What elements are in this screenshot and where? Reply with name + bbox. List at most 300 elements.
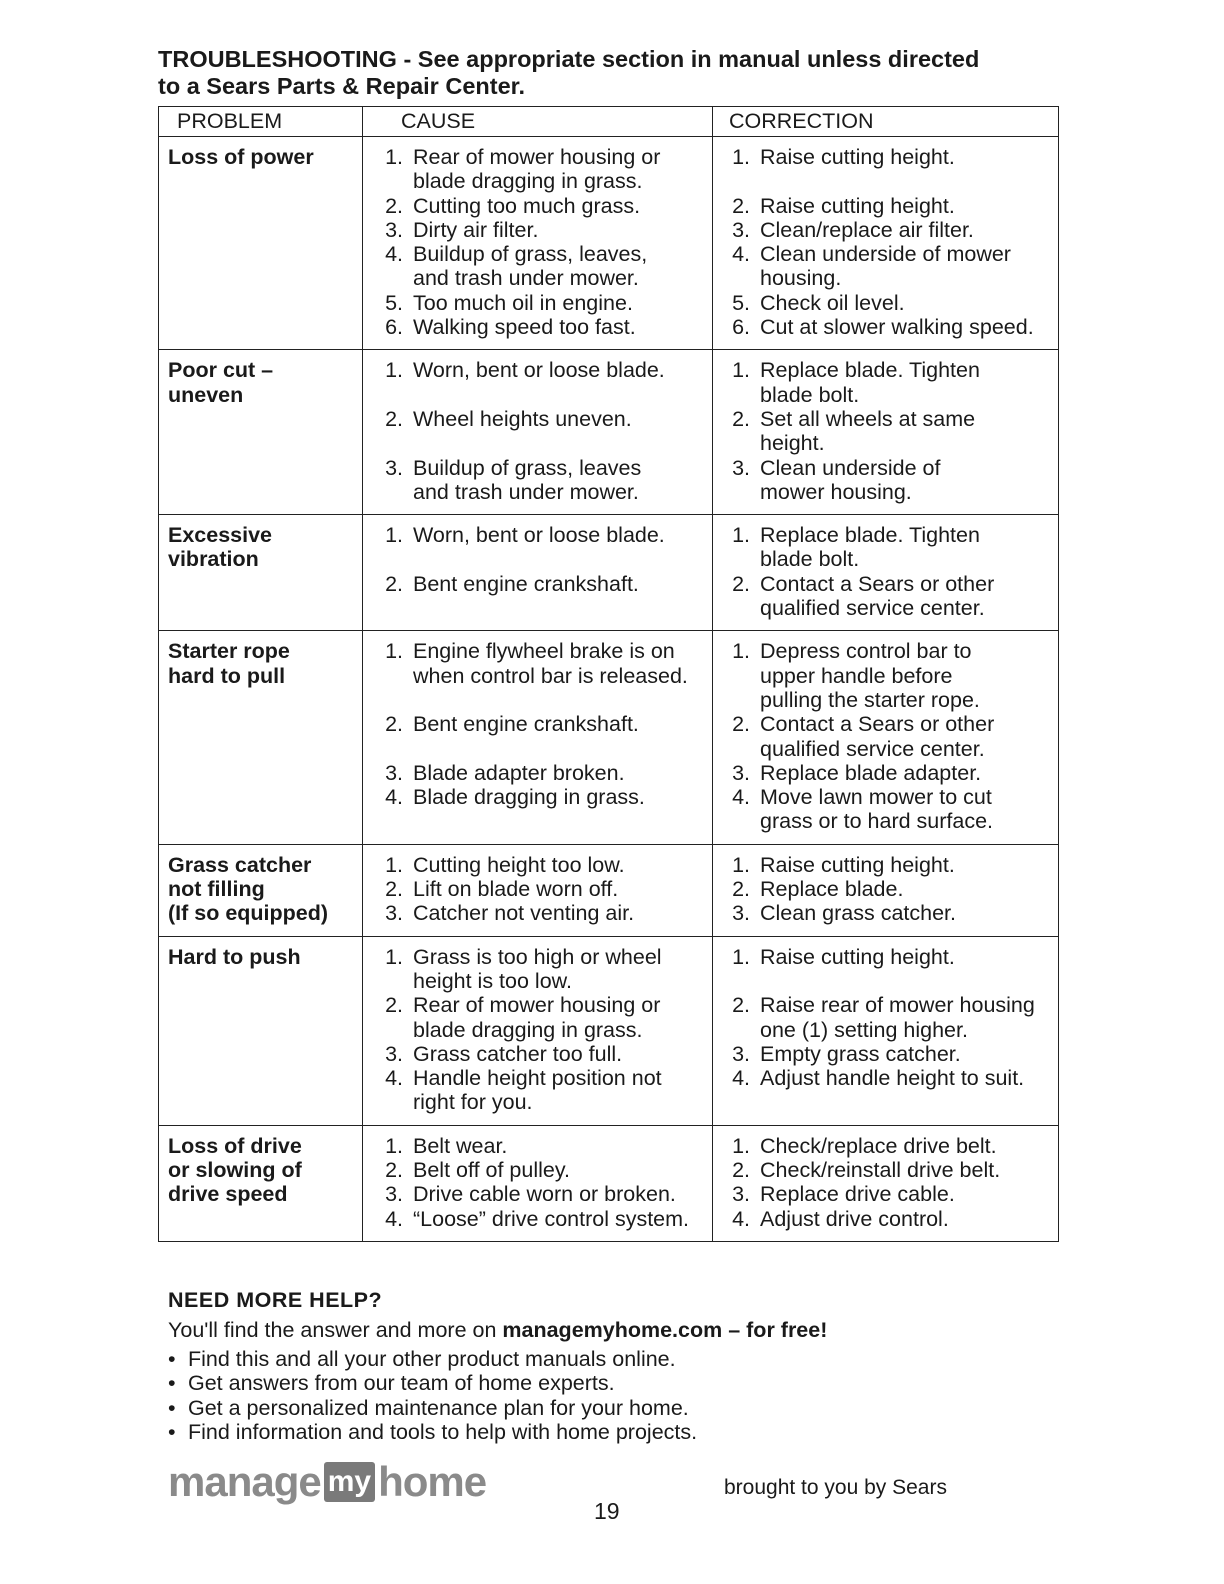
item-line: Walking speed too fast.: [413, 315, 636, 340]
correction-item: [713, 291, 1054, 315]
item-text: [413, 572, 708, 596]
item-number: 2.: [732, 712, 750, 737]
cause-item: [363, 1042, 708, 1066]
line-spacer: [413, 383, 708, 407]
correction-item: [713, 761, 1054, 785]
item-text: [760, 523, 1054, 572]
item-line: Replace blade.: [760, 877, 904, 902]
cause-item: [363, 1134, 708, 1158]
cause-cell: [363, 137, 713, 350]
header-cause: CAUSE: [363, 107, 713, 137]
correction-item: [713, 1207, 1054, 1231]
item-text: [760, 853, 1054, 877]
logo-my-badge: my: [324, 1462, 375, 1502]
problem-text: Loss of power: [168, 145, 314, 169]
help-bullet-text: Find information and tools to help with home projects.: [188, 1419, 698, 1444]
cause-cell: [363, 844, 713, 936]
bullet-icon: •: [168, 1371, 176, 1396]
item-line: Bent engine crankshaft.: [413, 571, 639, 596]
item-line: blade bolt.: [760, 382, 860, 407]
item-number: 4.: [732, 785, 750, 810]
cause-item: [363, 291, 708, 315]
line-spacer: [413, 547, 708, 571]
item-text: [413, 1042, 708, 1066]
line-spacer: [760, 169, 1054, 193]
item-line: Move lawn mower to cut: [760, 785, 992, 810]
item-number: 3.: [385, 760, 403, 785]
item-number: 3.: [732, 217, 750, 242]
cause-item: [363, 145, 708, 194]
item-number: 1.: [732, 639, 750, 664]
item-text: [760, 1207, 1054, 1231]
item-text: [760, 785, 1054, 834]
item-text: [413, 145, 708, 194]
item-line: Drive cable worn or broken.: [413, 1182, 676, 1207]
brought-by-text: brought to you by Sears: [724, 1476, 947, 1499]
correction-cell: [713, 631, 1059, 844]
table-row: [159, 844, 1059, 936]
cause-item: [363, 407, 708, 456]
item-text: [413, 639, 708, 712]
problem-text: Hard to push: [168, 944, 301, 969]
item-text: [760, 712, 1054, 761]
item-line: Check/reinstall drive belt.: [760, 1157, 1001, 1182]
item-line: Too much oil in engine.: [413, 290, 633, 315]
item-text: [760, 1158, 1054, 1182]
logo-manage-text: manage: [168, 1458, 321, 1505]
correction-item: [713, 523, 1054, 572]
item-line: Raise rear of mower housing: [760, 993, 1035, 1018]
item-text: [760, 242, 1054, 291]
table-row: [159, 515, 1059, 631]
item-number: 3.: [732, 901, 750, 926]
item-line: housing.: [760, 266, 842, 291]
item-number: 4.: [385, 1206, 403, 1231]
item-text: [413, 358, 708, 407]
item-text: [760, 358, 1054, 407]
item-text: [760, 194, 1054, 218]
item-line: Check oil level.: [760, 290, 905, 315]
item-line: blade dragging in grass.: [413, 1017, 643, 1042]
logo-home-text: home: [378, 1458, 487, 1505]
cause-item: [363, 1158, 708, 1182]
item-line: right for you.: [413, 1090, 533, 1115]
item-line: Worn, bent or loose blade.: [413, 523, 665, 548]
correction-item: [713, 785, 1054, 834]
item-line: Raise cutting height.: [760, 193, 955, 218]
item-line: Grass is too high or wheel: [413, 944, 662, 969]
item-line: Grass catcher too full.: [413, 1041, 623, 1066]
correction-item: [713, 853, 1054, 877]
item-line: Worn, bent or loose blade.: [413, 358, 665, 383]
item-text: [760, 1066, 1054, 1090]
problem-text: not filling: [168, 877, 265, 902]
item-text: [413, 785, 708, 809]
correction-item: [713, 993, 1054, 1042]
problem-text: hard to pull: [168, 663, 286, 688]
item-text: [760, 315, 1054, 339]
item-line: Replace blade. Tighten: [760, 523, 980, 548]
item-text: [413, 523, 708, 572]
problem-text: Excessive: [168, 523, 273, 548]
item-number: 1.: [385, 1133, 403, 1158]
header-correction: CORRECTION: [713, 107, 1059, 137]
bullet-icon: •: [168, 1347, 176, 1371]
item-number: 3.: [385, 455, 403, 480]
correction-item: [713, 945, 1054, 994]
item-number: 1.: [385, 639, 403, 664]
item-text: [413, 315, 708, 339]
cause-item: [363, 572, 708, 596]
table-row: [159, 631, 1059, 844]
item-text: [760, 945, 1054, 994]
cause-cell: [363, 515, 713, 631]
item-text: [760, 993, 1054, 1042]
item-number: 2.: [732, 571, 750, 596]
item-text: [760, 639, 1054, 712]
cause-cell: [363, 936, 713, 1125]
item-line: Handle height position not: [413, 1066, 662, 1091]
item-text: [413, 993, 708, 1042]
correction-cell: [713, 844, 1059, 936]
item-number: 2.: [732, 1157, 750, 1182]
item-line: height.: [760, 431, 825, 456]
help-intro-line: [168, 1317, 1068, 1343]
correction-item: [713, 1042, 1054, 1066]
item-text: [760, 901, 1054, 925]
item-line: Cut at slower walking speed.: [760, 315, 1034, 340]
item-line: Bent engine crankshaft.: [413, 712, 639, 737]
item-number: 3.: [385, 1041, 403, 1066]
item-line: “Loose” drive control system.: [413, 1206, 690, 1231]
item-number: 3.: [732, 1041, 750, 1066]
item-number: 1.: [385, 145, 403, 169]
problem-cell: [159, 631, 363, 844]
item-number: 4.: [385, 242, 403, 267]
item-number: 2.: [385, 1157, 403, 1182]
correction-cell: [713, 350, 1059, 515]
correction-cell: [713, 936, 1059, 1125]
correction-item: [713, 712, 1054, 761]
item-number: 1.: [385, 358, 403, 383]
item-number: 2.: [385, 406, 403, 431]
item-line: Contact a Sears or other: [760, 712, 995, 737]
problem-cell: [159, 936, 363, 1125]
correction-cell: [713, 515, 1059, 631]
managemyhome-logo: [168, 1458, 486, 1506]
item-text: [413, 407, 708, 456]
item-line: Raise cutting height.: [760, 852, 955, 877]
header-problem: PROBLEM: [159, 107, 363, 137]
item-number: 2.: [732, 877, 750, 902]
item-text: [413, 853, 708, 877]
item-number: 4.: [732, 242, 750, 267]
cause-cell: [363, 631, 713, 844]
item-text: [760, 877, 1054, 901]
item-text: [760, 572, 1054, 621]
cause-item: [363, 639, 708, 712]
item-line: mower housing.: [760, 479, 912, 504]
item-number: 1.: [732, 944, 750, 969]
item-line: Engine flywheel brake is on: [413, 639, 675, 664]
item-line: Adjust handle height to suit.: [760, 1066, 1025, 1091]
cause-item: [363, 785, 708, 809]
correction-item: [713, 877, 1054, 901]
item-number: 1.: [732, 1133, 750, 1158]
item-line: Replace blade adapter.: [760, 760, 982, 785]
item-number: 2.: [385, 712, 403, 737]
line-spacer: [413, 737, 708, 761]
problem-text: Loss of drive: [168, 1133, 302, 1158]
item-line: Dirty air filter.: [413, 217, 539, 242]
item-line: Replace drive cable.: [760, 1182, 955, 1207]
item-number: 3.: [385, 901, 403, 926]
page-heading: [158, 46, 1078, 100]
line-spacer: [413, 688, 708, 712]
item-text: [413, 242, 708, 291]
item-text: [760, 1134, 1054, 1158]
correction-item: [713, 358, 1054, 407]
problem-text: or slowing of: [168, 1157, 302, 1182]
item-text: [760, 761, 1054, 785]
item-number: 5.: [385, 290, 403, 315]
item-number: 3.: [732, 1182, 750, 1207]
item-line: Belt wear.: [413, 1133, 508, 1158]
cause-cell: [363, 350, 713, 515]
item-text: [760, 291, 1054, 315]
item-number: 2.: [385, 571, 403, 596]
item-line: and trash under mower.: [413, 266, 639, 291]
item-line: Blade dragging in grass.: [413, 785, 645, 810]
page-number: 19: [594, 1498, 620, 1524]
problem-cell: [159, 137, 363, 350]
table-row: [159, 350, 1059, 515]
item-text: [413, 1066, 708, 1115]
cause-item: [363, 877, 708, 901]
item-line: Blade adapter broken.: [413, 760, 625, 785]
cause-item: [363, 712, 708, 761]
problem-text: Grass catcher: [168, 852, 312, 877]
help-bullet-text: Find this and all your other product manuals online.: [188, 1347, 676, 1371]
item-number: 3.: [385, 1182, 403, 1207]
problem-cell: [159, 350, 363, 515]
item-line: one (1) setting higher.: [760, 1017, 968, 1042]
line-spacer: [413, 431, 708, 455]
help-bullet-item: [168, 1347, 1068, 1371]
correction-item: [713, 572, 1054, 621]
problem-cell: [159, 844, 363, 936]
item-number: 6.: [385, 315, 403, 340]
item-text: [413, 877, 708, 901]
item-number: 1.: [385, 852, 403, 877]
problem-text: vibration: [168, 547, 259, 572]
item-text: [413, 712, 708, 761]
troubleshooting-table: [158, 106, 1059, 1242]
item-text: [413, 1207, 708, 1231]
problem-text: (If so equipped): [168, 901, 329, 926]
item-number: 4.: [385, 1066, 403, 1091]
correction-item: [713, 315, 1054, 339]
item-number: 1.: [385, 523, 403, 548]
item-line: Adjust drive control.: [760, 1206, 949, 1231]
item-line: grass or to hard surface.: [760, 809, 994, 834]
item-number: 2.: [385, 193, 403, 218]
item-line: Belt off of pulley.: [413, 1157, 570, 1182]
item-line: Wheel heights uneven.: [413, 406, 632, 431]
item-number: 3.: [732, 455, 750, 480]
correction-item: [713, 145, 1054, 194]
item-line: Replace blade. Tighten: [760, 358, 980, 383]
cause-item: [363, 853, 708, 877]
item-line: Catcher not venting air.: [413, 901, 635, 926]
item-text: [413, 1134, 708, 1158]
item-text: [760, 407, 1054, 456]
problem-text: Starter rope: [168, 639, 290, 664]
item-line: Buildup of grass, leaves,: [413, 242, 648, 267]
help-bullet-list: [168, 1347, 1068, 1444]
item-line: blade bolt.: [760, 547, 860, 572]
item-number: 1.: [732, 852, 750, 877]
correction-item: [713, 639, 1054, 712]
item-text: [413, 1182, 708, 1206]
item-line: Contact a Sears or other: [760, 571, 995, 596]
item-number: 2.: [385, 877, 403, 902]
item-number: 1.: [385, 944, 403, 969]
correction-item: [713, 242, 1054, 291]
item-text: [413, 456, 708, 505]
correction-item: [713, 901, 1054, 925]
item-line: Lift on blade worn off.: [413, 877, 619, 902]
cause-item: [363, 901, 708, 925]
bullet-icon: •: [168, 1419, 176, 1444]
item-line: Check/replace drive belt.: [760, 1133, 997, 1158]
correction-item: [713, 194, 1054, 218]
correction-cell: [713, 137, 1059, 350]
item-text: [760, 1182, 1054, 1206]
item-text: [413, 945, 708, 994]
correction-item: [713, 456, 1054, 505]
item-line: Buildup of grass, leaves: [413, 455, 642, 480]
problem-text: drive speed: [168, 1182, 288, 1207]
cause-item: [363, 761, 708, 785]
cause-item: [363, 523, 708, 572]
item-line: height is too low.: [413, 968, 572, 993]
item-line: Raise cutting height.: [760, 145, 955, 169]
item-line: and trash under mower.: [413, 479, 639, 504]
item-number: 1.: [732, 358, 750, 383]
item-text: [760, 1042, 1054, 1066]
item-number: 4.: [385, 785, 403, 810]
item-number: 4.: [732, 1066, 750, 1091]
line-spacer: [760, 969, 1054, 993]
item-line: blade dragging in grass.: [413, 169, 643, 194]
item-number: 4.: [732, 1206, 750, 1231]
correction-item: [713, 407, 1054, 456]
help-intro-text: You'll find the answer and more on: [168, 1318, 503, 1342]
item-text: [760, 456, 1054, 505]
item-line: Depress control bar to: [760, 639, 972, 664]
item-line: upper handle before: [760, 663, 953, 688]
item-line: pulling the starter rope.: [760, 687, 980, 712]
item-text: [760, 145, 1054, 194]
item-number: 1.: [732, 145, 750, 169]
item-number: 2.: [732, 993, 750, 1018]
table-row: [159, 137, 1059, 350]
cause-item: [363, 1207, 708, 1231]
heading-line-2: to a Sears Parts & Repair Center.: [158, 73, 526, 99]
correction-item: [713, 218, 1054, 242]
cause-item: [363, 456, 708, 505]
help-bullet-item: [168, 1371, 1068, 1395]
problem-text: uneven: [168, 382, 244, 407]
item-line: Cutting too much grass.: [413, 193, 641, 218]
correction-item: [713, 1158, 1054, 1182]
item-text: [413, 218, 708, 242]
item-number: 6.: [732, 315, 750, 340]
item-text: [760, 218, 1054, 242]
item-line: Empty grass catcher.: [760, 1041, 961, 1066]
table-row: [159, 1125, 1059, 1241]
bullet-icon: •: [168, 1395, 176, 1420]
help-site-link[interactable]: managemyhome.com – for free!: [502, 1318, 828, 1342]
item-number: 5.: [732, 290, 750, 315]
cause-item: [363, 1182, 708, 1206]
problem-cell: [159, 1125, 363, 1241]
item-line: Clean/replace air filter.: [760, 217, 974, 242]
item-line: Rear of mower housing or: [413, 145, 661, 169]
item-line: qualified service center.: [760, 596, 985, 621]
help-bullet-item: [168, 1420, 1068, 1444]
help-bullet-text: Get a personalized maintenance plan for your home.: [188, 1395, 689, 1420]
item-number: 3.: [385, 217, 403, 242]
help-bullet-item: [168, 1396, 1068, 1420]
item-text: [413, 1158, 708, 1182]
item-number: 2.: [732, 406, 750, 431]
item-number: 2.: [385, 993, 403, 1018]
item-line: Clean underside of mower: [760, 242, 1011, 267]
problem-cell: [159, 515, 363, 631]
item-number: 2.: [732, 193, 750, 218]
item-number: 1.: [732, 523, 750, 548]
cause-item: [363, 315, 708, 339]
cause-item: [363, 218, 708, 242]
cause-item: [363, 945, 708, 994]
item-text: [413, 291, 708, 315]
item-line: when control bar is released.: [413, 663, 688, 688]
need-more-help-section: [168, 1287, 1068, 1444]
item-text: [413, 901, 708, 925]
cause-item: [363, 194, 708, 218]
item-line: qualified service center.: [760, 736, 985, 761]
item-text: [413, 761, 708, 785]
correction-item: [713, 1066, 1054, 1090]
correction-cell: [713, 1125, 1059, 1241]
item-line: Rear of mower housing or: [413, 993, 661, 1018]
item-line: Clean grass catcher.: [760, 901, 956, 926]
item-line: Clean underside of: [760, 455, 941, 480]
table-header-row: [159, 107, 1059, 137]
cause-item: [363, 358, 708, 407]
problem-text: Poor cut –: [168, 358, 274, 383]
table-row: [159, 936, 1059, 1125]
item-line: Set all wheels at same: [760, 406, 976, 431]
cause-item: [363, 993, 708, 1042]
correction-item: [713, 1134, 1054, 1158]
cause-item: [363, 1066, 708, 1115]
cause-item: [363, 242, 708, 291]
cause-cell: [363, 1125, 713, 1241]
item-line: Cutting height too low.: [413, 852, 625, 877]
